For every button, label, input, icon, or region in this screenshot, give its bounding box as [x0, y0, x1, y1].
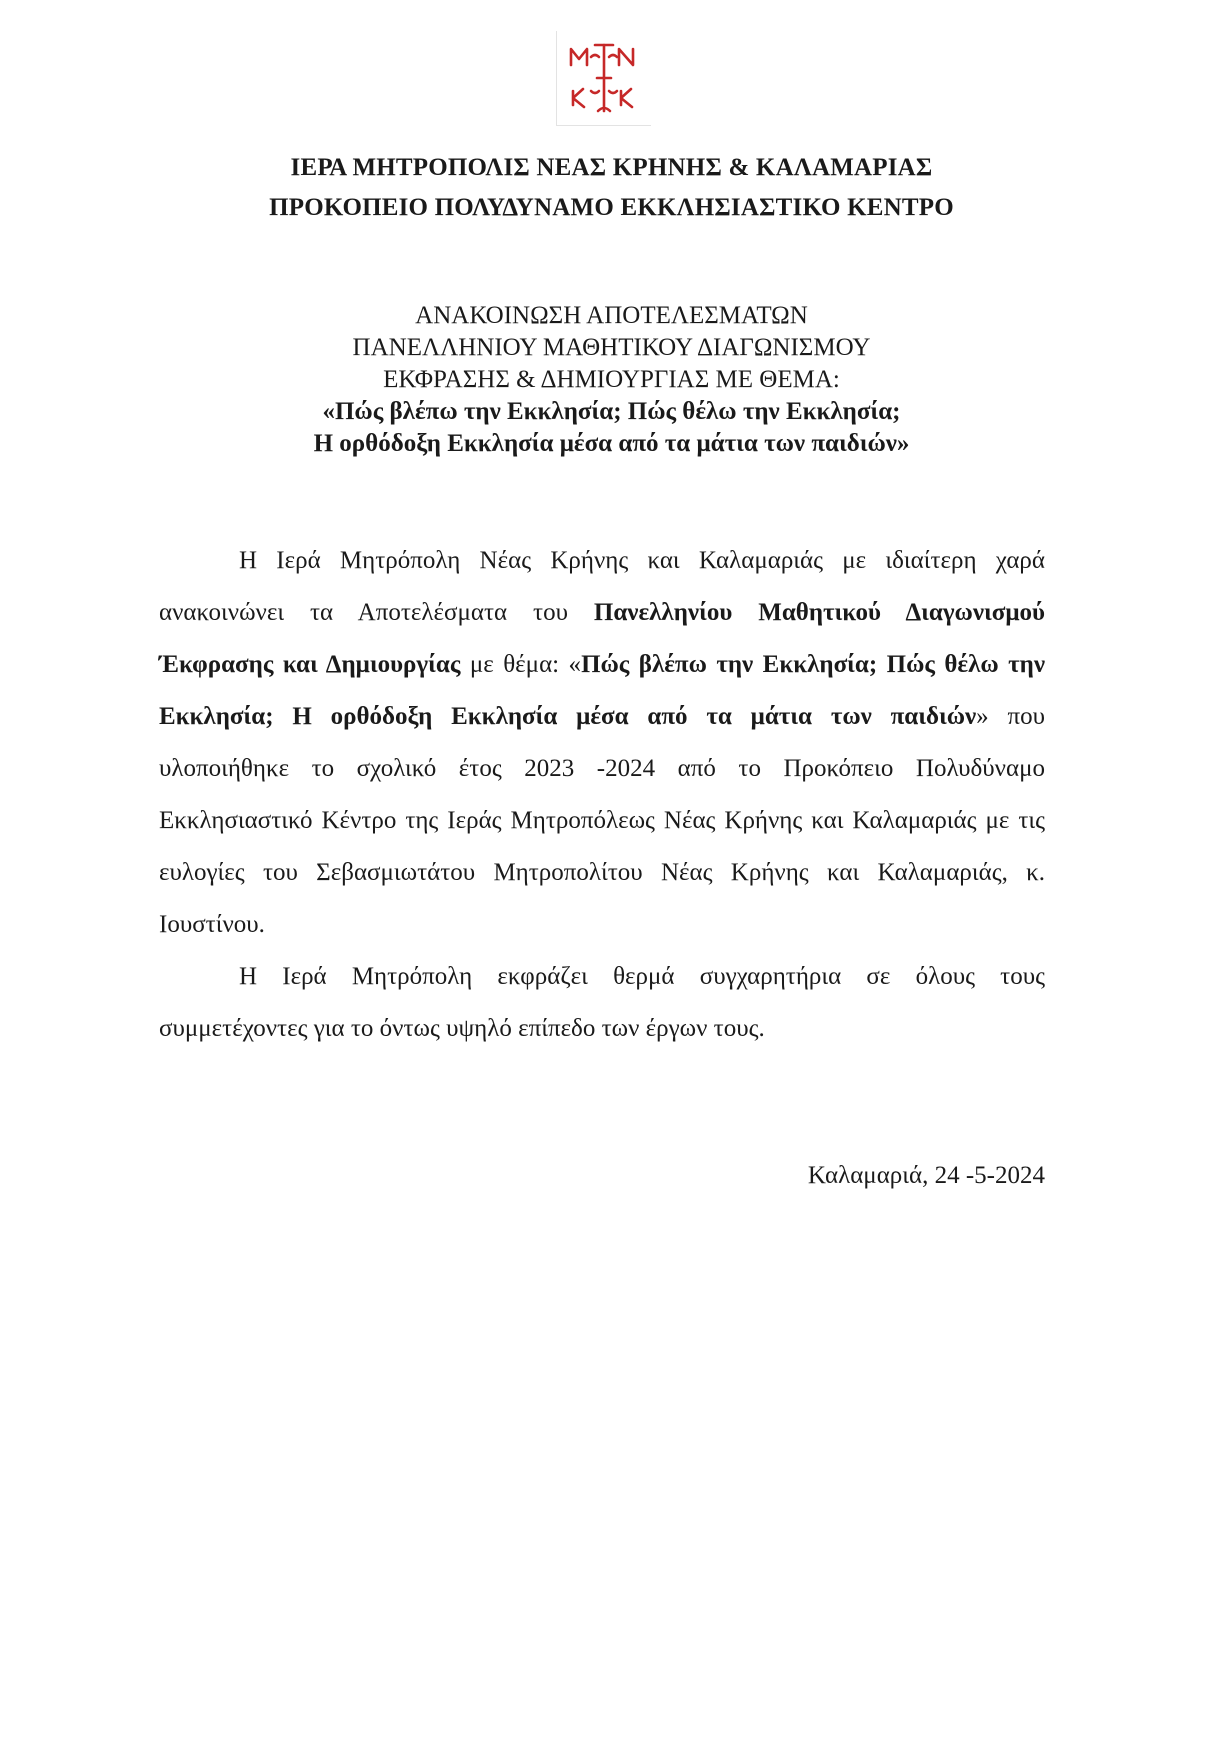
header-center-name: ΠΡΟΚΟΠΕΙΟ ΠΟΛΥΔΥΝΑΜΟ ΕΚΚΛΗΣΙΑΣΤΙΚΟ ΚΕΝΤΡΟ: [269, 194, 954, 221]
title-quote-line-1: «Πώς βλέπω την Εκκλησία; Πώς θέλω την Εκκλησία;: [322, 398, 901, 425]
metropolis-monogram-logo: [556, 31, 651, 126]
p1-contest-name: Πανελληνίου Μαθητικού Διαγωνισμού Έκφρασης και Δημιουργίας: [159, 599, 1045, 678]
p1-contest-theme: Πώς βλέπω την Εκκλησία; Πώς θέλω την Εκκλησία; Η ορθόδοξη Εκκλησία μέσα από τα μάτια των παιδιών: [159, 651, 1045, 730]
title-quote-line-2: Η ορθόδοξη Εκκλησία μέσα από τα μάτια των παιδιών»: [313, 430, 910, 457]
header-metropolis-name: ΙΕΡΑ ΜΗΤΡΟΠΟΛΙΣ ΝΕΑΣ ΚΡΗΝΗΣ & ΚΑΛΑΜΑΡΙΑΣ: [290, 154, 933, 181]
p1-text-c: με θέμα: «: [460, 651, 582, 678]
announcement-title: [0, 300, 1223, 460]
title-line-1: ΑΝΑΚΟΙΝΩΣΗ ΑΠΟΤΕΛΕΣΜΑΤΩΝ: [415, 302, 808, 329]
document-header: [0, 148, 1223, 228]
announcement-body: [159, 535, 1045, 1055]
monogram-icon: [557, 31, 651, 125]
title-line-2: ΠΑΝΕΛΛΗΝΙΟΥ ΜΑΘΗΤΙΚΟΥ ΔΙΑΓΩΝΙΣΜΟΥ: [352, 334, 871, 361]
body-paragraph-1: [159, 535, 1045, 951]
p1-text-a: Η Ιερά Μητρόπολη Νέας Κρήνης και Καλαμαριάς με ιδιαίτερη χαρά ανακοινώνει τα Αποτελέσματα του: [159, 547, 1045, 626]
body-paragraph-2: Η Ιερά Μητρόπολη εκφράζει θερμά συγχαρητήρια σε όλους τους συμμετέχοντες για το όντως υψηλό επίπεδο των έργων τους.: [159, 963, 1045, 1042]
title-line-3: ΕΚΦΡΑΣΗΣ & ΔΗΜΙΟΥΡΓΙΑΣ ΜΕ ΘΕΜΑ:: [383, 366, 840, 393]
p1-text-e: » που υλοποιήθηκε το σχολικό έτος 2023 -2024 από το Προκόπειο Πολυδύναμο Εκκλησιαστικό Κέντρο της Ιεράς Μητροπόλεως Νέας Κρήνης και Καλαμαριάς με τις ευλογίες του Σεβασμιωτάτου Μητροπολίτου Νέας Κρήνης και Καλαμαριάς, κ. Ιουστίνου.: [159, 703, 1045, 938]
document-date: Καλαμαριά, 24 -5-2024: [807, 1162, 1045, 1189]
